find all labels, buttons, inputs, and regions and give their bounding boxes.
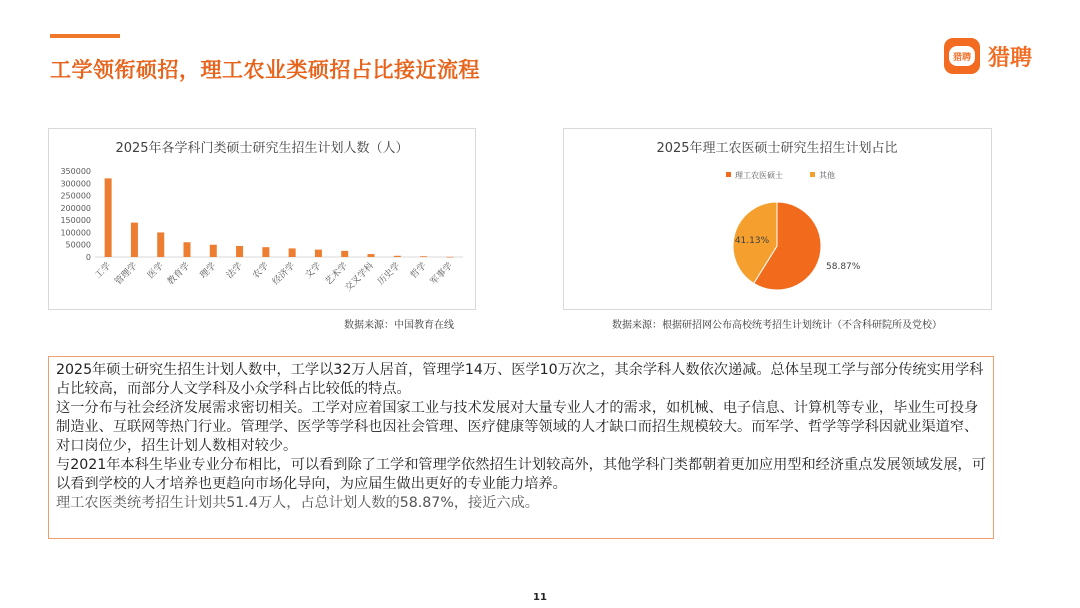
y-tick-label: 50000 [65,240,91,250]
bar [157,232,164,257]
x-tick-label: 经济学 [271,261,298,288]
x-tick-label: 管理学 [113,261,140,288]
slide-title: 工学领衔硕招，理工农业类硕招占比接近流程 [50,58,480,82]
pie-chart-title: 2025年理工农医硕士研究生招生计划占比 [656,141,898,156]
x-tick-label: 交叉学科 [343,261,377,294]
y-tick-label: 150000 [60,216,91,226]
summary-paragraph-4: 理工农医类统考招生计划共51.4万人，占总计划人数的58.87%，接近六成。 [56,495,539,511]
bar [394,256,401,257]
bar [105,178,112,257]
bar [315,250,322,257]
pie-chart-panel [563,128,992,310]
title-accent-bar [50,34,120,38]
x-tick-label: 教育学 [165,261,193,288]
bar [289,248,296,257]
x-tick-label: 农学 [251,261,271,281]
bar-chart-title: 2025年各学科门类硕士研究生招生计划人数（人） [115,141,409,156]
bar [210,245,217,257]
x-tick-label: 工学 [93,261,114,281]
bar-chart [49,129,475,309]
bar [262,247,269,257]
y-tick-label: 200000 [60,203,91,213]
x-tick-label: 医学 [146,261,166,281]
summary-textbox [48,356,994,539]
pie-data-label: 58.87% [826,262,861,272]
pie-chart-source: 数据来源：根据研招网公布高校统考招生计划统计（不含科研院所及党校） [612,320,942,331]
x-tick-label: 历史学 [376,261,403,288]
legend-label: 理工农医硕士 [735,171,783,180]
bar [341,251,348,257]
legend-swatch [726,172,731,177]
pie-chart [564,129,991,309]
x-tick-label: 军事学 [428,261,455,288]
y-tick-label: 350000 [60,167,91,176]
logo-badge-icon [944,38,980,74]
bar-chart-panel [48,128,476,310]
x-tick-label: 法学 [224,261,245,281]
y-tick-label: 0 [85,253,91,262]
bar [131,223,138,257]
bar [446,257,453,258]
summary-paragraph-3: 与2021年本科生毕业专业分布相比，可以看到除了工学和管理学依然招生计划较高外，其他学科门类都朝着更加应用型和经济重点发展领域发展，可以看到学校的人才培养也更趋向市场化导向，为应届生做出更好的专业能力培养。 [56,457,986,492]
x-tick-label: 哲学 [408,261,429,281]
bar [184,242,191,257]
pie-data-label: 41.13% [734,236,770,246]
x-tick-label: 艺术学 [323,261,350,288]
bar-chart-source: 数据来源：中国教育在线 [344,320,454,331]
y-tick-label: 250000 [60,191,91,201]
bar [368,254,375,257]
bar [420,256,427,257]
y-tick-label: 100000 [60,228,91,238]
logo-badge-text: 猎聘 [949,46,975,66]
summary-paragraph-2: 这一分布与社会经济发展需求密切相关。工学对应着国家工业与技术发展对大量专业人才的需求，如机械、电子信息、计算机等专业，毕业生可投身制造业、互联网等热门行业。管理学、医学等学科也因社会管理、医疗健康等领域的人才缺口而招生规模较大。而军学、哲学等学科因就业渠道窄、对口岗位少，招生计划人数相对较少。 [56,400,979,454]
summary-paragraph-1: 2025年硕士研究生招生计划人数中，工学以32万人居首，管理学14万、医学10万次之，其余学科人数依次递减。总体呈现工学与部分传统实用学科占比较高，而部分人文学科及小众学科占比较低的特点。 [56,362,984,397]
legend-swatch [810,172,815,177]
x-tick-label: 文学 [303,261,324,281]
bar [236,246,243,257]
legend-label: 其他 [819,171,835,180]
page-number: 11 [533,592,547,603]
logo-text: 猎聘 [988,45,1033,71]
y-tick-label: 300000 [60,179,91,189]
liepin-logo [944,38,1032,74]
x-tick-label: 理学 [198,261,219,281]
